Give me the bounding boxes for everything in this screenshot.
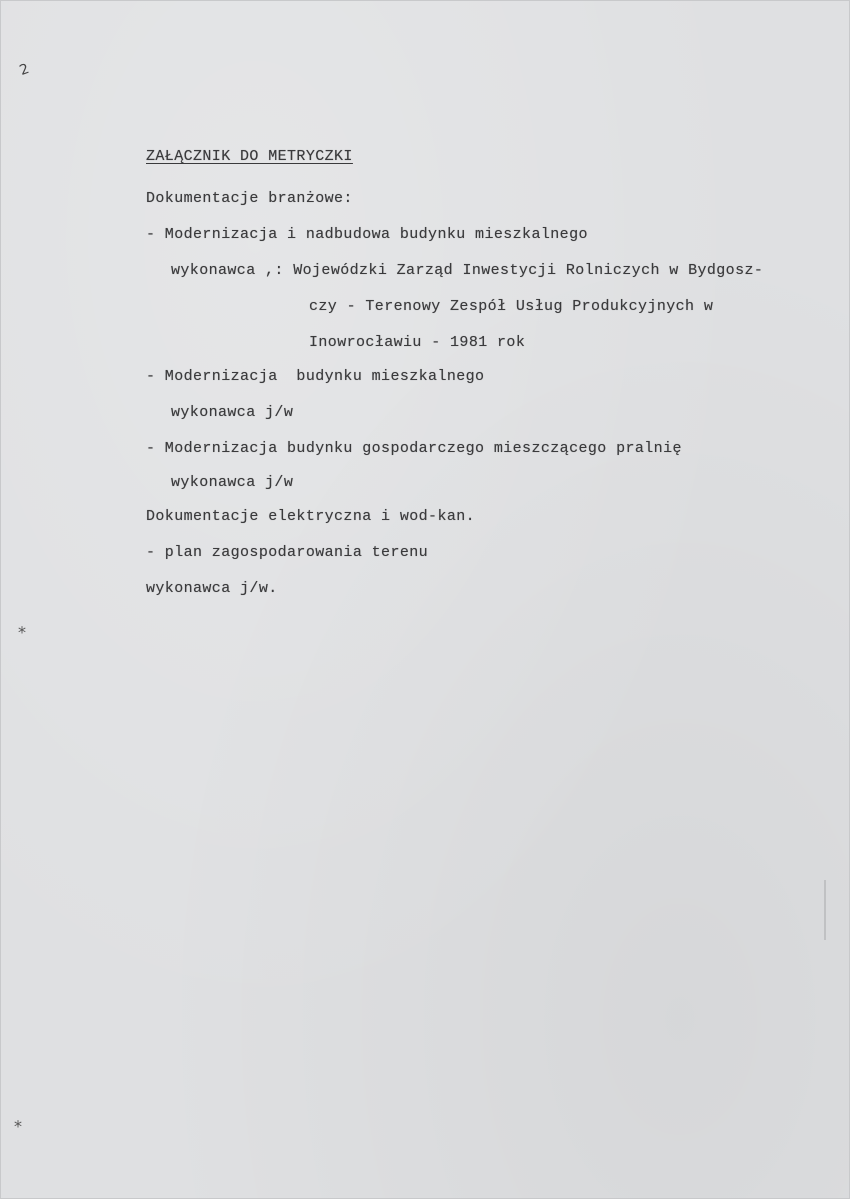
text-line: - Modernizacja budynku mieszkalnego [146, 368, 485, 385]
text-line: wykonawca ,: Wojewódzki Zarząd Inwestycji Rolniczych w Bydgosz- [171, 262, 764, 279]
text-line: - Modernizacja budynku gospodarczego mieszczącego pralnię [146, 440, 682, 457]
document-heading: ZAŁĄCZNIK DO METRYCZKI [146, 148, 353, 165]
paper-edge-mark [824, 880, 826, 940]
text-line: - Modernizacja i nadbudowa budynku mieszkalnego [146, 226, 588, 243]
text-line: Dokumentacje branżowe: [146, 190, 353, 207]
text-line: wykonawca j/w. [146, 580, 278, 597]
text-line: - plan zagospodarowania terenu [146, 544, 429, 561]
text-line: wykonawca j/w [171, 404, 294, 421]
text-line: czy - Terenowy Zespół Usług Produkcyjnych w [309, 298, 714, 315]
text-line: Dokumentacje elektryczna i wod-kan. [146, 508, 476, 525]
text-line: Inowrocławiu - 1981 rok [309, 334, 526, 351]
page-number: 2 [17, 60, 32, 80]
binding-hole-mark-bottom: ⁎ [14, 1112, 22, 1131]
binding-hole-mark-middle: ⁎ [18, 618, 26, 637]
text-line: wykonawca j/w [171, 474, 294, 491]
